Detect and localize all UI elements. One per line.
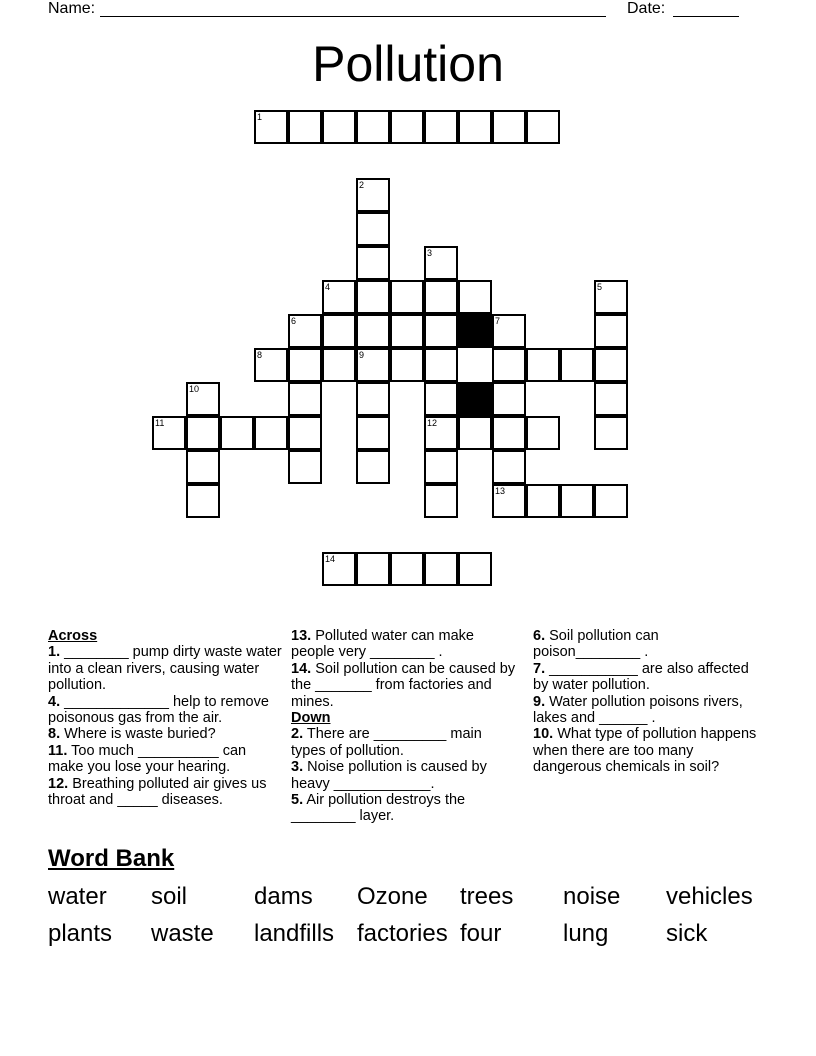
word-bank-word: factories <box>357 920 448 947</box>
crossword-cell[interactable] <box>594 280 628 314</box>
crossword-cell[interactable] <box>424 484 458 518</box>
crossword-cell[interactable] <box>288 416 322 450</box>
crossword-cell[interactable] <box>492 450 526 484</box>
crossword-cell[interactable] <box>492 382 526 416</box>
word-bank-word: soil <box>151 883 188 910</box>
crossword-cell[interactable] <box>356 212 390 246</box>
crossword-cell[interactable] <box>152 416 186 450</box>
crossword-cell[interactable] <box>288 382 322 416</box>
word-bank-word: water <box>48 883 107 910</box>
crossword-cell[interactable] <box>186 484 220 518</box>
crossword-cell[interactable] <box>322 348 356 382</box>
crossword-cell[interactable] <box>492 348 526 382</box>
crossword-cell[interactable] <box>526 348 560 382</box>
word-bank-word: trees <box>460 883 514 910</box>
clues-column-3 <box>533 628 758 776</box>
word-bank-word: landfills <box>254 920 335 947</box>
crossword-cell[interactable] <box>424 314 458 348</box>
word-bank-word: waste <box>151 920 214 947</box>
word-bank-word: plants <box>48 920 113 947</box>
clue-down-9: 9. Water pollution poisons rivers, lakes and ______ . <box>533 693 743 727</box>
crossword-cell[interactable] <box>186 416 220 450</box>
page-title: Pollution <box>312 36 504 92</box>
clue-down-3: 3. Noise pollution is caused by heavy ____________. <box>291 759 487 792</box>
crossword-cell[interactable] <box>424 450 458 484</box>
clue-down-10: 10. What type of pollution happens when there are too many dangerous chemicals in soil? <box>533 726 757 776</box>
crossword-cell[interactable] <box>492 314 526 348</box>
crossword-cell[interactable] <box>424 246 458 280</box>
crossword-cell[interactable] <box>288 110 322 144</box>
crossword-cell[interactable] <box>254 110 288 144</box>
crossword-cell[interactable] <box>288 348 322 382</box>
crossword-cell[interactable] <box>492 484 526 518</box>
crossword-cell[interactable] <box>254 348 288 382</box>
crossword-cell[interactable] <box>594 382 628 416</box>
word-bank-word: four <box>460 920 502 947</box>
clue-number: 13 <box>495 486 506 496</box>
crossword-cell[interactable] <box>458 416 492 450</box>
crossword-cell[interactable] <box>560 348 594 382</box>
clue-across-4: 4. _____________ help to remove poisonous gas from the air. <box>48 693 269 727</box>
crossword-cell[interactable] <box>186 382 220 416</box>
crossword-cell[interactable] <box>322 552 356 586</box>
crossword-cell[interactable] <box>356 246 390 280</box>
clue-number: 10 <box>189 384 200 394</box>
clue-number: 8 <box>257 350 263 360</box>
word-bank-word: lung <box>563 920 609 947</box>
crossword-cell[interactable] <box>356 552 390 586</box>
crossword-cell[interactable] <box>458 552 492 586</box>
clue-down-5: 5. Air pollution destroys the ________ layer. <box>291 792 466 825</box>
down-heading: Down <box>291 710 331 727</box>
crossword-block-cell <box>458 382 492 416</box>
crossword-cell[interactable] <box>594 314 628 348</box>
crossword-cell[interactable] <box>424 416 458 450</box>
word-bank-word: vehicles <box>666 883 753 910</box>
clue-number: 11 <box>155 418 165 428</box>
crossword-cell[interactable] <box>288 314 322 348</box>
crossword-cell[interactable] <box>560 484 594 518</box>
crossword-cell[interactable] <box>356 450 390 484</box>
word-bank-word: sick <box>666 920 708 947</box>
clue-number: 7 <box>495 316 501 326</box>
crossword-cell[interactable] <box>356 382 390 416</box>
crossword-cell[interactable] <box>594 416 628 450</box>
clue-across-14: 14. Soil pollution can be caused by the _______ from factories and mines. <box>291 660 516 710</box>
crossword-cell[interactable] <box>186 450 220 484</box>
clue-across-13: 13. Polluted water can make people very ________ . <box>291 628 474 661</box>
crossword-cell[interactable] <box>424 552 458 586</box>
crossword-cell[interactable] <box>492 110 526 144</box>
word-bank-title: Word Bank <box>48 845 175 872</box>
crossword-cell[interactable] <box>594 484 628 518</box>
crossword-cell[interactable] <box>322 280 356 314</box>
crossword-cell[interactable] <box>424 382 458 416</box>
clue-number: 9 <box>359 350 365 360</box>
clue-number: 5 <box>597 282 603 292</box>
name-label: Name: <box>48 0 96 17</box>
clues-column-2 <box>291 628 519 825</box>
clue-number: 6 <box>291 316 297 326</box>
crossword-cell[interactable] <box>424 110 458 144</box>
clue-number: 14 <box>325 554 336 564</box>
crossword-cell[interactable] <box>390 552 424 586</box>
clue-across-12: 12. Breathing polluted air gives us throat and _____ diseases. <box>48 775 267 809</box>
clue-down-6: 6. Soil pollution can poison________ . <box>533 628 659 661</box>
clue-down-7: 7. ___________ are also affected by water pollution. <box>533 660 749 694</box>
date-label: Date: <box>627 0 666 17</box>
crossword-cell[interactable] <box>356 416 390 450</box>
crossword-cell[interactable] <box>356 178 390 212</box>
crossword-cell[interactable] <box>390 110 424 144</box>
crossword-cell[interactable] <box>458 280 492 314</box>
across-heading: Across <box>48 628 98 644</box>
clue-number: 1 <box>257 112 263 122</box>
clue-down-2: 2. There are _________ main types of pollution. <box>291 726 482 759</box>
crossword-cell[interactable] <box>356 348 390 382</box>
crossword-cell[interactable] <box>424 280 458 314</box>
crossword-cell[interactable] <box>220 416 254 450</box>
clue-number: 12 <box>427 418 438 428</box>
crossword-cell[interactable] <box>356 280 390 314</box>
crossword-cell[interactable] <box>356 110 390 144</box>
word-bank-word: Ozone <box>357 883 428 910</box>
clue-number: 2 <box>359 180 365 190</box>
crossword-cell[interactable] <box>390 348 424 382</box>
crossword-cell[interactable] <box>390 314 424 348</box>
clue-number: 3 <box>427 248 433 258</box>
crossword-cell[interactable] <box>492 416 526 450</box>
clue-across-11: 11. Too much __________ can make you lose your hearing. <box>48 742 247 776</box>
crossword-cell[interactable] <box>424 348 458 382</box>
crossword-block-cell <box>458 314 492 348</box>
crossword-cell[interactable] <box>356 314 390 348</box>
clues-column-1 <box>48 628 284 808</box>
clue-across-1: 1. ________ pump dirty waste water into a clean rivers, causing water pollution. <box>48 644 282 694</box>
crossword-cell[interactable] <box>526 110 560 144</box>
word-bank-word: noise <box>563 883 621 910</box>
crossword-cell[interactable] <box>526 416 560 450</box>
word-bank-word: dams <box>254 883 313 910</box>
crossword-cell[interactable] <box>594 348 628 382</box>
crossword-cell[interactable] <box>254 416 288 450</box>
crossword-cell[interactable] <box>390 280 424 314</box>
clue-number: 4 <box>325 282 331 292</box>
crossword-cell[interactable] <box>526 484 560 518</box>
crossword-cell[interactable] <box>322 314 356 348</box>
crossword-cell[interactable] <box>458 110 492 144</box>
clue-across-8: 8. Where is waste buried? <box>48 726 216 743</box>
crossword-cell[interactable] <box>322 110 356 144</box>
crossword-cell[interactable] <box>288 450 322 484</box>
